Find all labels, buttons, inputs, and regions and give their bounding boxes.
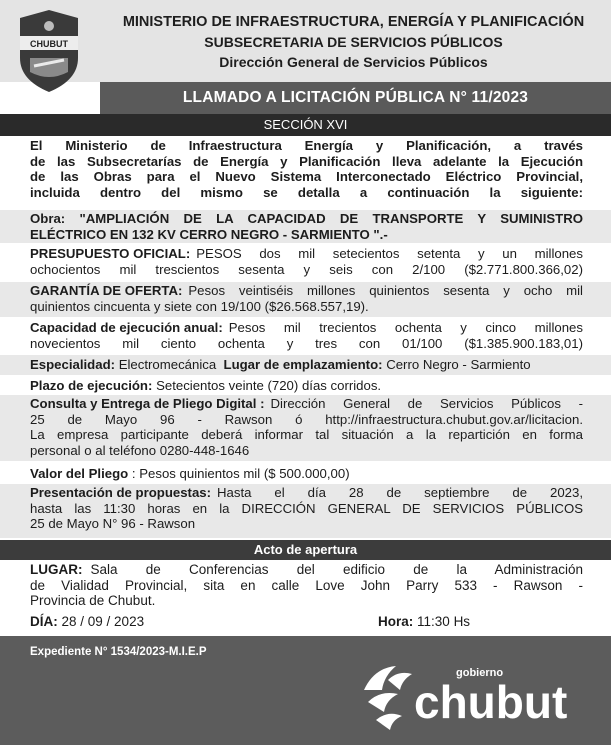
ministry-name: MINISTERIO DE INFRAESTRUCTURA, ENERGÍA Y PLANIFICACIÓN [122,14,585,30]
logo-big-text: chubut [414,676,568,728]
subsecretaria-name: SUBSECRETARIA DE SERVICIOS PÚBLICOS [204,34,503,50]
expediente-number: Expediente N° 1534/2023-M.I.E.P [30,646,207,658]
presupuesto-block: PRESUPUESTO OFICIAL: PESOS dos mil setecientos setenta y un millones ochocientos mil trescientos sesenta y seis con 2/100 ($2.771.800.366,02) [30,246,583,277]
footer [0,636,611,745]
especialidad-block: Especialidad: Electromecánica Lugar de emplazamiento: Cerro Negro - Sarmiento [0,355,611,375]
acto-hora: Hora: 11:30 Hs [378,614,471,629]
obra-block: Obra: "AMPLIACIÓN DE LA CAPACIDAD DE TRANSPORTE Y SUMINISTRO ELÉCTRICO EN 132 KV CERRO NEGRO - SARMIENTO ".- [0,210,611,243]
plazo-block: Plazo de ejecución: Setecientos veinte (720) días corridos. [30,378,382,393]
gobierno-chubut-logo-icon [358,650,588,738]
garantia-block: GARANTÍA DE OFERTA: Pesos veintiséis millones quinientos sesenta y ocho mil quinientos cincuenta y siete con 19/100 ($26.568.557,19). [0,282,611,317]
direccion-name: Dirección General de Servicios Públicos [219,54,488,70]
acto-lugar-block: LUGAR: Sala de Conferencias del edificio de la Administración de Vialidad Provincial, sita en calle Love John Parry 533 - Rawson - Provincia de Chubut. [30,562,583,608]
valor-block: Valor del Pliego : Pesos quinientos mil ($ 500.000,00) [30,466,350,481]
acto-apertura-title: Acto de apertura [0,540,611,560]
section-label: SECCIÓN XVI [0,114,611,136]
logo-small-text: gobierno [456,667,504,679]
presentacion-block: Presentación de propuestas: Hasta el día 28 de septiembre de 2023, hasta las 11:30 horas en la DIRECCIÓN GENERAL DE SERVICIOS PÚBLICOS 25 de Mayo N° 96 - Rawson [0,484,611,538]
intro-paragraph: El Ministerio de Infraestructura Energía y Planificación, a través de las Subsecretarías de Energía y Planificación lleva adelante la Ejecución de las Obras para el Nuevo Sistema Interconectado Eléctrico Provincial, incluida dentro del mismo se detalla a continuación la siguiente: [30,138,583,200]
shield-label: CHUBUT [30,39,68,49]
chubut-shield-icon [14,8,84,94]
page-title: LLAMADO A LICITACIÓN PÚBLICA N° 11/2023 [100,82,611,114]
acto-dia: DÍA: 28 / 09 / 2023 [30,614,145,629]
capacidad-block: Capacidad de ejecución anual: Pesos mil trecientos ochenta y cinco millones novecientos mil ciento ochenta y tres con 01/100 ($1.385.900.183,01) [30,320,583,351]
consulta-block: Consulta y Entrega de Pliego Digital : Dirección General de Servicios Públicos - 25 de Mayo 96 - Rawson ó http://infraestructura.chubut.gov.ar/licitacion. La empresa participante deberá informar tal situación a la repartición en forma personal o al teléfono 0280-448-1646 [0,395,611,461]
header [0,0,611,82]
